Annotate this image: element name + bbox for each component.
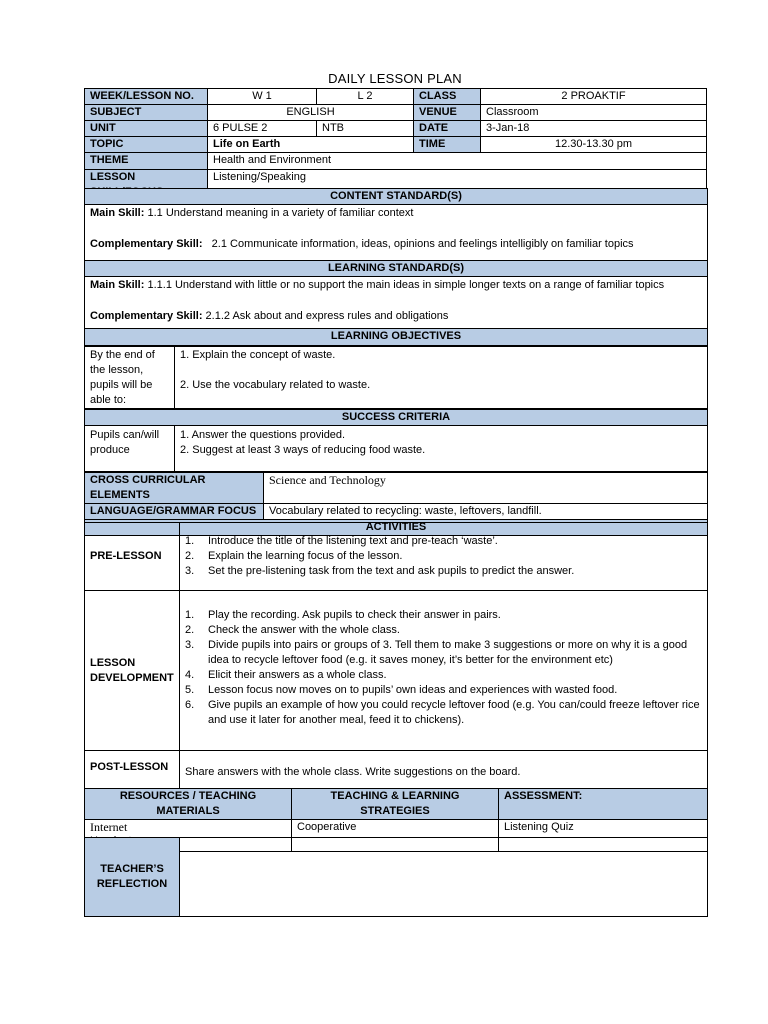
objectives-heading: LEARNING OBJECTIVES xyxy=(85,329,708,346)
post-lesson-label: POST-LESSON xyxy=(85,751,180,789)
content-main-skill: Main Skill: 1.1 Understand meaning in a variety of familiar context xyxy=(90,207,414,219)
strategies-label: TEACHING & LEARNING STRATEGIES xyxy=(292,789,499,820)
objective-item: 1. Explain the concept of waste. xyxy=(180,349,336,361)
theme-label: THEME xyxy=(85,153,208,170)
unit-extra: NTB xyxy=(317,121,414,137)
week-label: WEEK/LESSON NO. xyxy=(85,89,208,105)
venue-label: VENUE xyxy=(414,105,481,121)
date-value: 3-Jan-18 xyxy=(481,121,707,137)
success-item: 2. Suggest at least 3 ways of reducing food waste. xyxy=(180,444,426,456)
time-label: TIME xyxy=(414,137,481,153)
class-label: CLASS xyxy=(414,89,481,105)
reflection-table xyxy=(84,837,708,917)
objective-item: 2. Use the vocabulary related to waste. xyxy=(180,379,371,391)
list-item: 2. Check the answer with the whole class. xyxy=(185,624,400,636)
lesson-development-label: LESSON DEVELOPMENT xyxy=(85,591,180,751)
learning-main-skill: Main Skill: 1.1.1 Understand with little or no support the main ideas in simple longer texts on a range of familiar topics xyxy=(90,279,665,291)
objectives-table xyxy=(84,346,708,409)
language-label: LANGUAGE/GRAMMAR FOCUS xyxy=(85,504,264,520)
page-title: DAILY LESSON PLAN xyxy=(328,71,462,86)
assessment-label: ASSESSMENT: xyxy=(499,789,708,820)
lesson-value: L 2 xyxy=(317,89,414,105)
subject-label: SUBJECT xyxy=(85,105,208,121)
success-item: 1. Answer the questions provided. xyxy=(180,429,346,441)
topic-label: TOPIC xyxy=(85,137,208,153)
pre-lesson-label: PRE-LESSON xyxy=(85,523,180,591)
lesson-development-list xyxy=(185,608,701,728)
learning-standard-heading: LEARNING STANDARD(S) xyxy=(85,261,708,277)
header-table xyxy=(84,88,707,201)
content-comp-skill: Complementary Skill: 2.1 Communicate information, ideas, opinions and feelings intelligibly on familiar topics xyxy=(90,238,634,250)
venue-value: Classroom xyxy=(481,105,707,121)
content-standard-heading: CONTENT STANDARD(S) xyxy=(85,189,708,205)
topic-value: Life on Earth xyxy=(208,137,414,153)
success-heading: SUCCESS CRITERIA xyxy=(85,410,708,426)
week-value: W 1 xyxy=(208,89,317,105)
time-value: 12.30-13.30 pm xyxy=(481,137,707,153)
activities-table xyxy=(84,522,708,789)
resource-item: Internet xyxy=(90,820,128,834)
resources-label: RESOURCES / TEACHING MATERIALS xyxy=(85,789,292,820)
activities-heading: ACTIVITIES xyxy=(85,520,708,536)
cross-label: CROSS CURRICULAR ELEMENTS xyxy=(85,473,264,504)
reflection-box[interactable] xyxy=(180,838,708,917)
unit-label: UNIT xyxy=(85,121,208,137)
list-item: 1. Play the recording. Ask pupils to check their answer in pairs. xyxy=(185,609,501,621)
objectives-label: By the end of the lesson, pupils will be able to: xyxy=(85,347,175,409)
standards-table xyxy=(84,188,708,346)
success-table xyxy=(84,409,708,472)
skill-label: LESSON xyxy=(85,170,208,201)
list-item: 3. Divide pupils into pairs or groups of 3. Tell them to make 3 suggestions or more on why it is a good idea to recycle leftover food (e.g. it saves money, it’s better for the environment etc) xyxy=(185,639,688,666)
learning-comp-skill: Complementary Skill: 2.1.2 Ask about and express rules and obligations xyxy=(90,310,449,322)
date-label: DATE xyxy=(414,121,481,137)
skill-value: Listening/Speaking xyxy=(208,170,707,201)
language-value: Vocabulary related to recycling: waste, leftovers, landfill. xyxy=(264,504,708,520)
pre-lesson-list xyxy=(185,534,702,579)
list-item: 3. Set the pre-listening task from the text and ask pupils to predict the answer. xyxy=(185,565,575,577)
class-value: 2 PROAKTIF xyxy=(481,89,707,105)
assessment-value: Listening Quiz xyxy=(499,820,708,852)
reflection-label: TEACHER’S REFLECTION xyxy=(85,838,180,917)
cross-value: Science and Technology xyxy=(264,473,708,504)
list-item: 6. Give pupils an example of how you could recycle leftover food (e.g. You can/could freeze leftover rice and use it later for another meal, feed it to chickens). xyxy=(185,699,700,726)
strategies-value: Cooperative xyxy=(292,820,499,852)
theme-value: Health and Environment xyxy=(208,153,707,170)
unit-value: 6 PULSE 2 xyxy=(208,121,317,137)
success-label: Pupils can/will produce xyxy=(85,426,175,472)
list-item: 2. Explain the learning focus of the lesson. xyxy=(185,550,403,562)
list-item: 1. Introduce the title of the listening text and pre-teach ‘waste’. xyxy=(185,535,498,547)
subject-value: ENGLISH xyxy=(208,105,414,121)
list-item: 4. Elicit their answers as a whole class. xyxy=(185,669,387,681)
list-item: 5. Lesson focus now moves on to pupils’ own ideas and experiences with wasted food. xyxy=(185,684,618,696)
post-lesson-text: Share answers with the whole class. Write suggestions on the board. xyxy=(180,751,708,789)
